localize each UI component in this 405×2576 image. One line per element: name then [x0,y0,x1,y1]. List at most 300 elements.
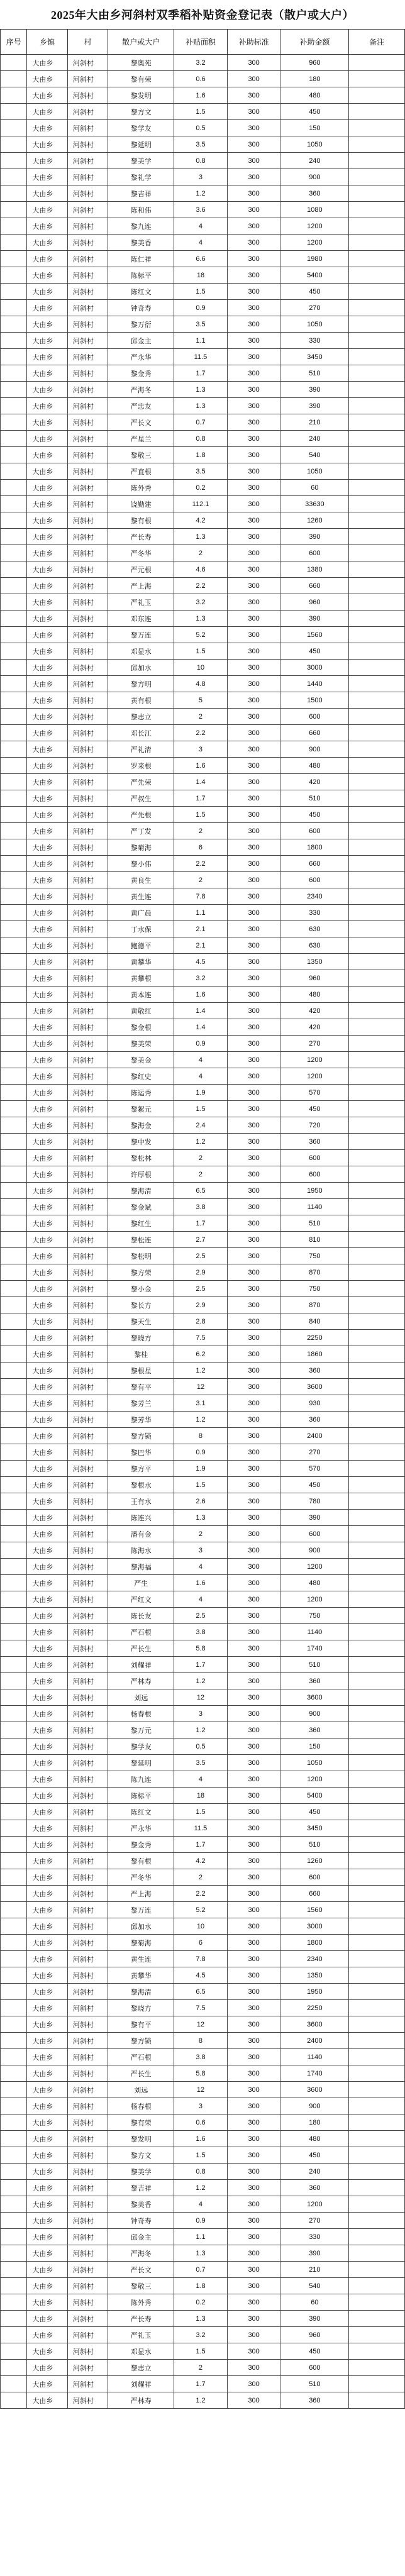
township-cell: 大由乡 [27,1215,68,1232]
farmer-cell: 鲍德平 [108,937,174,954]
farmer-cell: 黎金根 [108,1019,174,1036]
standard-cell: 300 [227,1984,280,2000]
amount-cell: 1050 [280,316,349,333]
amount-cell: 960 [280,55,349,71]
area-cell: 1.2 [174,185,228,202]
remark-cell [349,251,405,267]
area-cell: 1.3 [174,2311,228,2327]
area-cell: 1.5 [174,284,228,300]
amount-cell: 360 [280,1673,349,1689]
serial-cell [1,284,27,300]
township-cell: 大由乡 [27,545,68,561]
table-row [1,1150,405,1166]
standard-cell: 300 [227,235,280,251]
amount-cell: 1200 [280,1559,349,1575]
standard-cell: 300 [227,1428,280,1444]
township-cell: 大由乡 [27,267,68,284]
table-row [1,1232,405,1248]
village-cell: 河斜村 [67,1853,108,1869]
standard-cell: 300 [227,1608,280,1624]
remark-cell [349,284,405,300]
township-cell: 大由乡 [27,1493,68,1510]
table-row [1,512,405,529]
township-cell: 大由乡 [27,1134,68,1150]
township-cell: 大由乡 [27,1853,68,1869]
village-cell: 河斜村 [67,104,108,120]
amount-cell: 3600 [280,2082,349,2098]
township-cell: 大由乡 [27,1412,68,1428]
remark-cell [349,1019,405,1036]
serial-cell [1,480,27,496]
township-cell: 大由乡 [27,1003,68,1019]
table-row [1,235,405,251]
standard-cell: 300 [227,2376,280,2392]
table-row [1,87,405,104]
farmer-cell: 黎学友 [108,120,174,136]
serial-cell [1,120,27,136]
serial-cell [1,2360,27,2376]
village-cell: 河斜村 [67,1918,108,1935]
remark-cell [349,2245,405,2262]
township-cell: 大由乡 [27,2164,68,2180]
township-cell: 大由乡 [27,1902,68,1918]
area-cell: 2 [174,2360,228,2376]
table-row [1,1085,405,1101]
serial-cell [1,1510,27,1526]
farmer-cell: 黎发明 [108,2131,174,2147]
farmer-cell: 黎万连 [108,1902,174,1918]
serial-cell [1,1215,27,1232]
township-cell: 大由乡 [27,512,68,529]
township-cell: 大由乡 [27,1837,68,1853]
table-row [1,202,405,218]
farmer-cell: 黄攀根 [108,970,174,987]
amount-cell: 720 [280,1117,349,1134]
serial-cell [1,1722,27,1739]
table-row [1,1673,405,1689]
village-cell: 河斜村 [67,1493,108,1510]
remark-cell [349,136,405,153]
village-cell: 河斜村 [67,1183,108,1199]
village-cell: 河斜村 [67,1935,108,1951]
subsidy-table [0,29,405,2409]
serial-cell [1,2278,27,2294]
standard-cell: 300 [227,169,280,185]
amount-cell: 450 [280,807,349,823]
remark-cell [349,1493,405,1510]
table-row [1,1820,405,1837]
area-cell: 4 [174,1068,228,1085]
farmer-cell: 黎方文 [108,2147,174,2164]
township-cell: 大由乡 [27,1166,68,1183]
township-cell: 大由乡 [27,2082,68,2098]
village-cell: 河斜村 [67,1215,108,1232]
standard-cell: 300 [227,643,280,660]
area-cell: 6 [174,839,228,856]
township-cell: 大由乡 [27,1689,68,1706]
amount-cell: 270 [280,300,349,316]
amount-cell: 600 [280,1150,349,1166]
village-cell: 河斜村 [67,414,108,431]
standard-cell: 300 [227,692,280,709]
standard-cell: 300 [227,1264,280,1281]
serial-cell [1,2016,27,2033]
village-cell: 河斜村 [67,1673,108,1689]
remark-cell [349,87,405,104]
village-cell: 河斜村 [67,2392,108,2409]
standard-cell: 300 [227,1951,280,1967]
village-cell: 河斜村 [67,1820,108,1837]
township-cell: 大由乡 [27,1542,68,1559]
table-row [1,2392,405,2409]
area-cell: 3 [174,169,228,185]
table-row [1,2114,405,2131]
standard-cell: 300 [227,856,280,872]
farmer-cell: 严星兰 [108,431,174,447]
amount-cell: 630 [280,921,349,937]
village-cell: 河斜村 [67,823,108,839]
farmer-cell: 黎美香 [108,2196,174,2213]
area-cell: 1.9 [174,1461,228,1477]
village-cell: 河斜村 [67,954,108,970]
standard-cell: 300 [227,578,280,594]
farmer-cell: 黎芳兰 [108,1395,174,1412]
village-cell: 河斜村 [67,1640,108,1657]
farmer-cell: 黎方荣 [108,1264,174,1281]
standard-cell: 300 [227,1526,280,1542]
standard-cell: 300 [227,1134,280,1150]
amount-cell: 390 [280,2245,349,2262]
remark-cell [349,676,405,692]
remark-cell [349,611,405,627]
amount-cell: 480 [280,758,349,774]
remark-cell [349,153,405,169]
area-cell: 3.6 [174,202,228,218]
serial-cell [1,1101,27,1117]
village-cell: 河斜村 [67,1591,108,1608]
area-cell: 2.1 [174,921,228,937]
serial-cell [1,888,27,905]
table-row [1,888,405,905]
standard-cell: 300 [227,1575,280,1591]
serial-cell [1,758,27,774]
amount-cell: 150 [280,120,349,136]
table-row [1,2164,405,2180]
farmer-cell: 黎方明 [108,676,174,692]
header-row [1,30,405,55]
table-row [1,1526,405,1542]
farmer-cell: 黎美香 [108,235,174,251]
remark-cell [349,2180,405,2196]
township-cell: 大由乡 [27,954,68,970]
township-cell: 大由乡 [27,1510,68,1526]
area-cell: 2 [174,1869,228,1886]
amount-cell: 2250 [280,1330,349,1346]
village-cell: 河斜村 [67,2016,108,2033]
farmer-cell: 黎红史 [108,1068,174,1085]
table-row [1,1493,405,1510]
table-row [1,1853,405,1869]
amount-cell: 5400 [280,267,349,284]
area-cell: 2 [174,1150,228,1166]
farmer-cell: 黎敬三 [108,2278,174,2294]
farmer-cell: 黎美学 [108,153,174,169]
amount-cell: 450 [280,2343,349,2360]
table-row [1,136,405,153]
amount-cell: 1500 [280,692,349,709]
remark-cell [349,790,405,807]
township-cell: 大由乡 [27,937,68,954]
amount-cell: 1950 [280,1183,349,1199]
village-cell: 河斜村 [67,185,108,202]
remark-cell [349,414,405,431]
standard-cell: 300 [227,954,280,970]
village-cell: 河斜村 [67,1264,108,1281]
village-cell: 河斜村 [67,2000,108,2016]
township-cell: 大由乡 [27,1935,68,1951]
township-cell: 大由乡 [27,1019,68,1036]
remark-cell [349,1330,405,1346]
farmer-cell: 严长寿 [108,529,174,545]
township-cell: 大由乡 [27,1624,68,1640]
standard-cell: 300 [227,1199,280,1215]
farmer-cell: 王有水 [108,1493,174,1510]
village-cell: 河斜村 [67,1689,108,1706]
amount-cell: 270 [280,1036,349,1052]
serial-cell [1,627,27,643]
township-cell: 大由乡 [27,725,68,741]
table-row [1,1166,405,1183]
amount-cell: 390 [280,398,349,414]
amount-cell: 210 [280,414,349,431]
remark-cell [349,987,405,1003]
serial-cell [1,2229,27,2245]
standard-cell: 300 [227,709,280,725]
amount-cell: 960 [280,2327,349,2343]
area-cell: 0.9 [174,2213,228,2229]
serial-cell [1,1085,27,1101]
area-cell: 2.6 [174,1493,228,1510]
amount-cell: 210 [280,2262,349,2278]
farmer-cell: 严直根 [108,463,174,480]
amount-cell: 1260 [280,512,349,529]
standard-cell: 300 [227,2147,280,2164]
remark-cell [349,905,405,921]
amount-cell: 450 [280,2147,349,2164]
remark-cell [349,888,405,905]
remark-cell [349,512,405,529]
remark-cell [349,1591,405,1608]
village-cell: 河斜村 [67,1019,108,1036]
farmer-cell: 黎万衍 [108,316,174,333]
remark-cell [349,1395,405,1412]
table-row [1,1722,405,1739]
remark-cell [349,1461,405,1477]
farmer-cell: 严红文 [108,1591,174,1608]
remark-cell [349,496,405,512]
township-cell: 大由乡 [27,1755,68,1771]
table-row [1,1935,405,1951]
standard-cell: 300 [227,676,280,692]
serial-cell [1,1788,27,1804]
village-cell: 河斜村 [67,1526,108,1542]
table-row [1,496,405,512]
village-cell: 河斜村 [67,937,108,954]
table-row [1,1477,405,1493]
farmer-cell: 黄生连 [108,1951,174,1967]
standard-cell: 300 [227,1232,280,1248]
remark-cell [349,349,405,365]
village-cell: 河斜村 [67,2196,108,2213]
farmer-cell: 黄本连 [108,987,174,1003]
township-cell: 大由乡 [27,741,68,758]
serial-cell [1,300,27,316]
standard-cell: 300 [227,2000,280,2016]
area-cell: 3.8 [174,2049,228,2065]
township-cell: 大由乡 [27,1820,68,1837]
serial-cell [1,512,27,529]
serial-cell [1,561,27,578]
remark-cell [349,2311,405,2327]
table-row [1,2033,405,2049]
remark-cell [349,921,405,937]
village-cell: 河斜村 [67,1559,108,1575]
remark-cell [349,1788,405,1804]
amount-cell: 900 [280,2098,349,2114]
serial-cell [1,1853,27,1869]
amount-cell: 270 [280,1444,349,1461]
township-cell: 大由乡 [27,2245,68,2262]
village-cell: 河斜村 [67,2147,108,2164]
amount-cell: 570 [280,1461,349,1477]
amount-cell: 750 [280,1248,349,1264]
farmer-cell: 邓长江 [108,725,174,741]
serial-cell [1,1526,27,1542]
serial-cell [1,1542,27,1559]
standard-cell: 300 [227,970,280,987]
serial-cell [1,2164,27,2180]
serial-cell [1,398,27,414]
serial-cell [1,1739,27,1755]
farmer-cell: 黎有荣 [108,2114,174,2131]
table-row [1,1984,405,2000]
amount-cell: 390 [280,529,349,545]
farmer-cell: 严忠友 [108,398,174,414]
village-cell: 河斜村 [67,2343,108,2360]
sheet-title: 2025年大由乡河斜村双季稻补贴资金登记表（散户或大户） [51,9,354,21]
farmer-cell: 陈红文 [108,1804,174,1820]
remark-cell [349,1853,405,1869]
remark-cell [349,709,405,725]
table-row [1,2360,405,2376]
area-cell: 2.9 [174,1297,228,1313]
township-cell: 大由乡 [27,202,68,218]
standard-cell: 300 [227,1477,280,1493]
area-cell: 12 [174,2082,228,2098]
farmer-cell: 黎万元 [108,1722,174,1739]
area-cell: 4.5 [174,954,228,970]
farmer-cell: 严长文 [108,414,174,431]
area-cell: 4 [174,2196,228,2213]
township-cell: 大由乡 [27,578,68,594]
standard-cell: 300 [227,71,280,87]
amount-cell: 150 [280,1739,349,1755]
standard-cell: 300 [227,1640,280,1657]
village-cell: 河斜村 [67,921,108,937]
amount-cell: 540 [280,447,349,463]
standard-cell: 300 [227,2098,280,2114]
header-township: 乡镇 [27,30,68,55]
amount-cell: 360 [280,185,349,202]
farmer-cell: 黎金秀 [108,1837,174,1853]
township-cell: 大由乡 [27,790,68,807]
area-cell: 5.2 [174,1902,228,1918]
table-row [1,937,405,954]
area-cell: 0.7 [174,2262,228,2278]
area-cell: 11.5 [174,1820,228,1837]
serial-cell [1,1412,27,1428]
amount-cell: 1950 [280,1984,349,2000]
serial-cell [1,218,27,235]
remark-cell [349,2000,405,2016]
serial-cell [1,1869,27,1886]
standard-cell: 300 [227,1869,280,1886]
township-cell: 大由乡 [27,333,68,349]
table-row [1,2343,405,2360]
area-cell: 112.1 [174,496,228,512]
farmer-cell: 陈红文 [108,284,174,300]
header-farmer: 散户或大户 [108,30,174,55]
standard-cell: 300 [227,1788,280,1804]
table-row [1,1215,405,1232]
standard-cell: 300 [227,1052,280,1068]
area-cell: 1.5 [174,643,228,660]
farmer-cell: 黎金秀 [108,365,174,382]
village-cell: 河斜村 [67,741,108,758]
table-row [1,1837,405,1853]
remark-cell [349,300,405,316]
area-cell: 2.8 [174,1313,228,1330]
village-cell: 河斜村 [67,1297,108,1313]
standard-cell: 300 [227,1542,280,1559]
amount-cell: 630 [280,937,349,954]
serial-cell [1,1902,27,1918]
village-cell: 河斜村 [67,1706,108,1722]
table-row [1,1199,405,1215]
serial-cell [1,1837,27,1853]
remark-cell [349,1689,405,1706]
standard-cell: 300 [227,382,280,398]
serial-cell [1,954,27,970]
township-cell: 大由乡 [27,136,68,153]
serial-cell [1,839,27,856]
area-cell: 1.3 [174,611,228,627]
remark-cell [349,1673,405,1689]
farmer-cell: 刘耀祥 [108,1657,174,1673]
village-cell: 河斜村 [67,300,108,316]
standard-cell: 300 [227,660,280,676]
standard-cell: 300 [227,1771,280,1788]
farmer-cell: 黄攀华 [108,1967,174,1984]
village-cell: 河斜村 [67,1281,108,1297]
amount-cell: 3600 [280,1379,349,1395]
table-row [1,2131,405,2147]
village-cell: 河斜村 [67,1134,108,1150]
standard-cell: 300 [227,1853,280,1869]
township-cell: 大由乡 [27,2311,68,2327]
village-cell: 河斜村 [67,267,108,284]
remark-cell [349,71,405,87]
